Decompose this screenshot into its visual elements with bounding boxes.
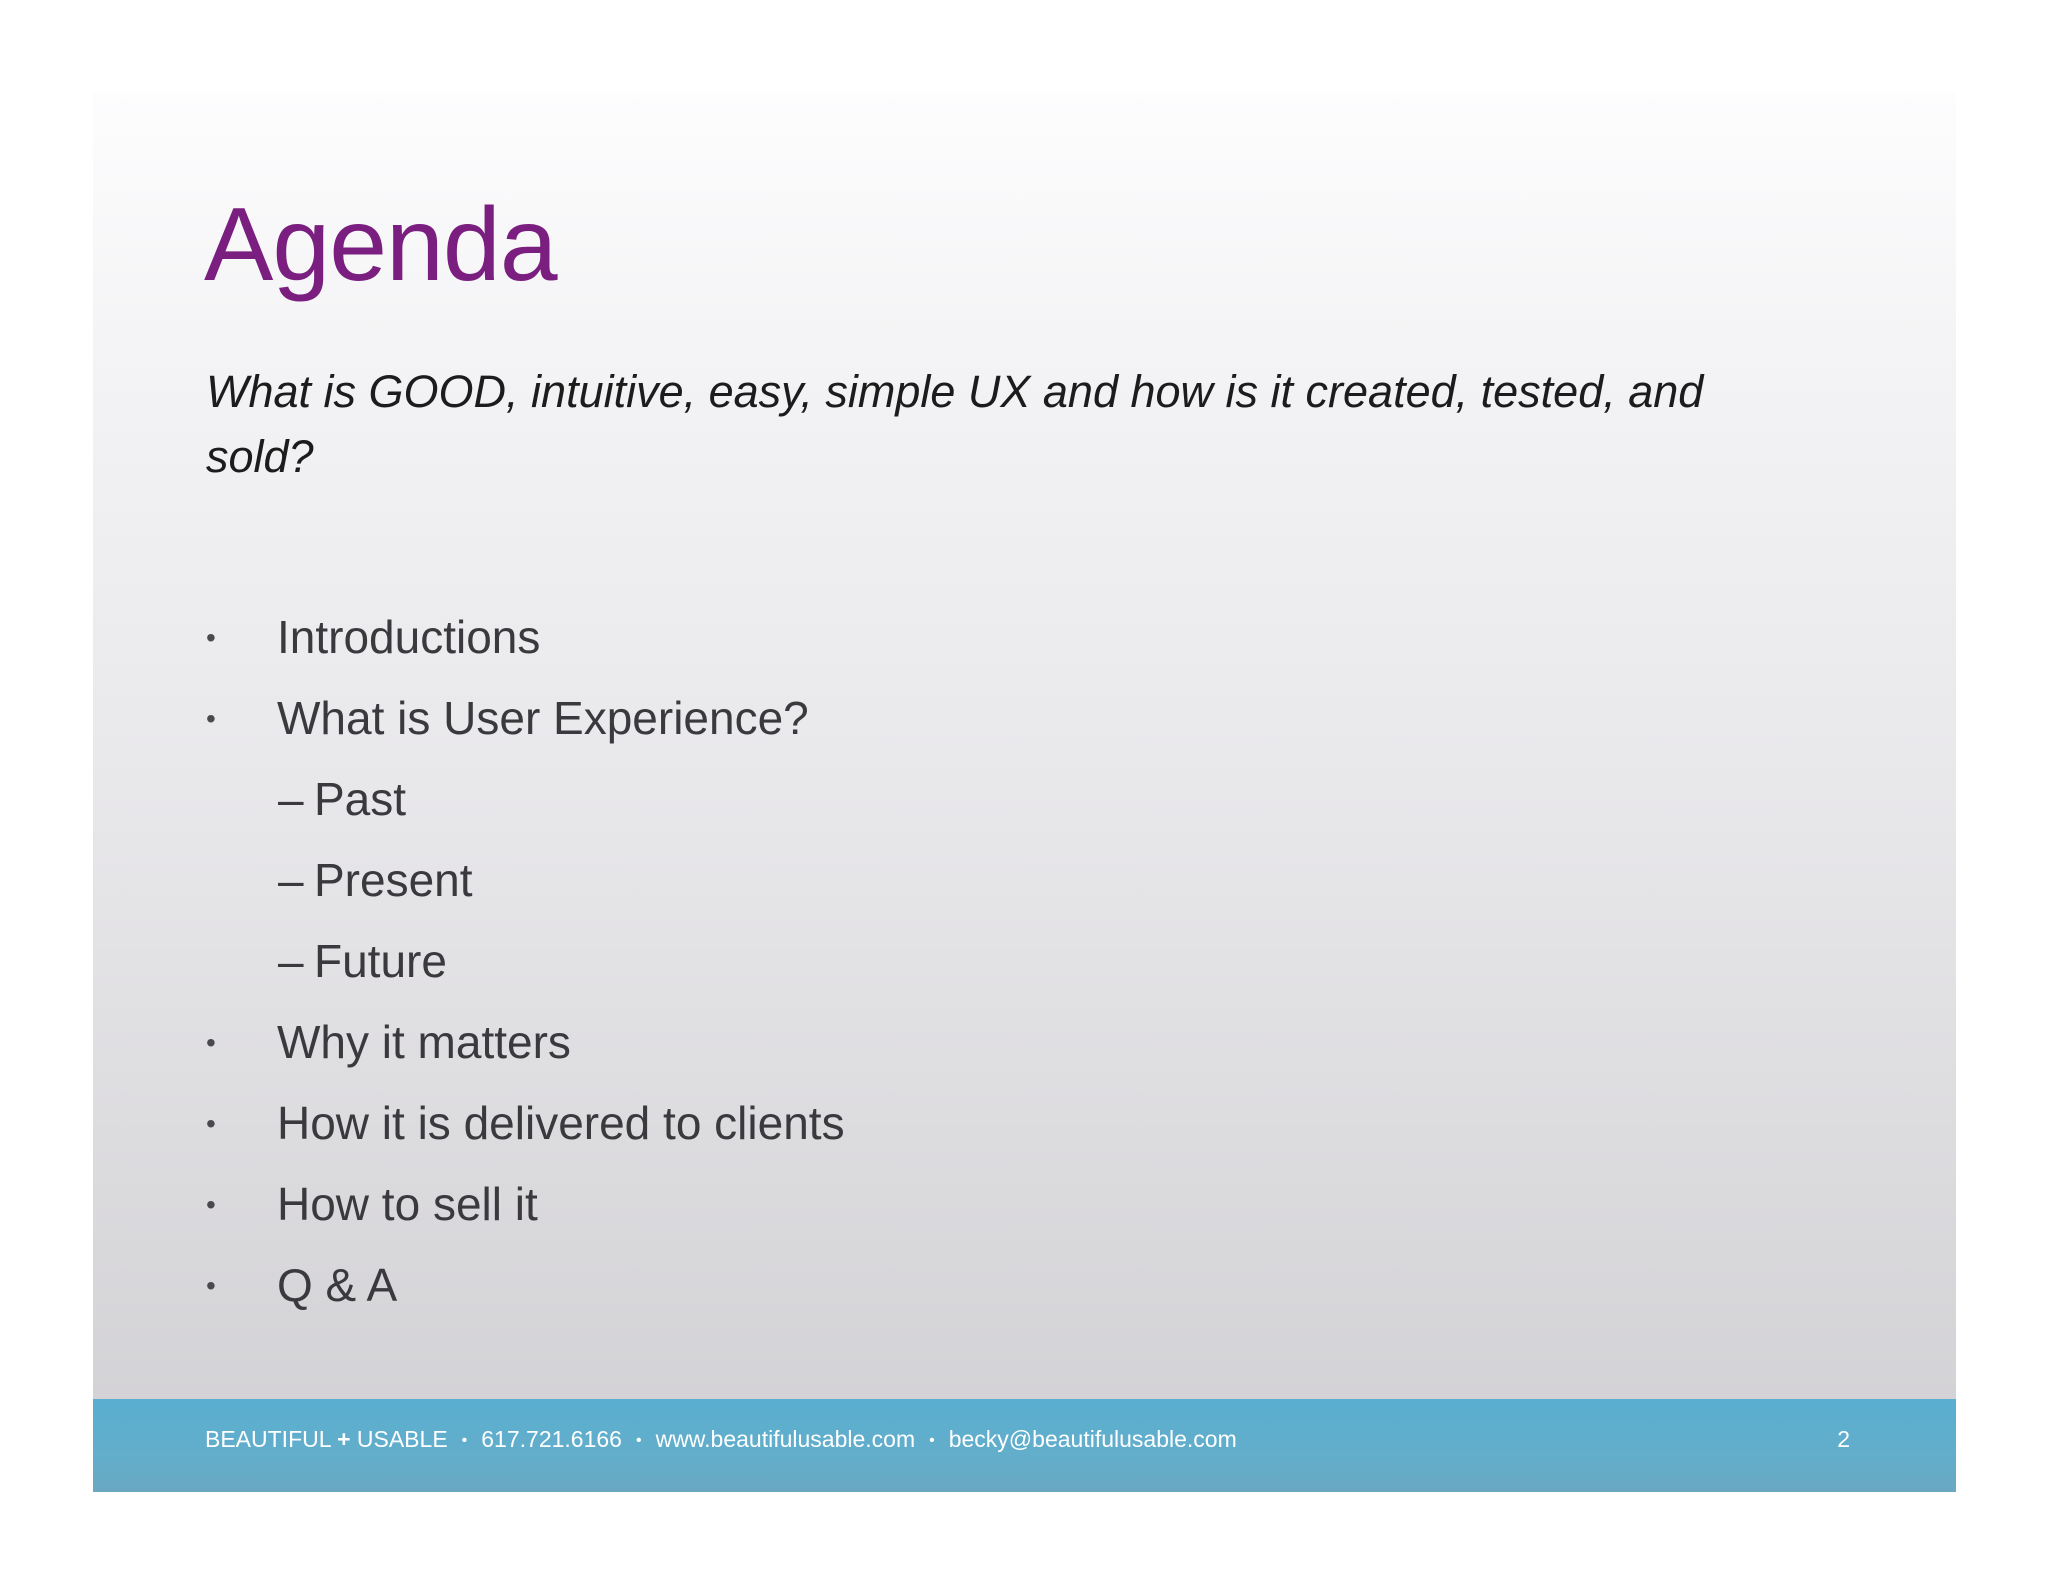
brand-name-left: BEAUTIFUL <box>205 1426 331 1452</box>
footer-separator: • <box>461 1432 468 1449</box>
agenda-item-introductions: • Introductions <box>206 597 845 678</box>
slide <box>93 92 1956 1492</box>
agenda-subitem-label: Present <box>314 854 473 906</box>
agenda-item-why-it-matters: • Why it matters <box>206 1002 845 1083</box>
agenda-item-qa: • Q & A <box>206 1245 845 1326</box>
slide-title: Agenda <box>204 187 557 303</box>
dash-marker: – <box>278 773 304 825</box>
footer-contact <box>205 1399 1237 1480</box>
dash-marker: – <box>278 854 304 906</box>
slide-subtitle: What is GOOD, intuitive, easy, simple UX and how is it created, tested, and sold? <box>206 366 1704 482</box>
page-number: 2 <box>1837 1426 1850 1452</box>
footer-bar <box>93 1399 1956 1492</box>
agenda-item-sell: • How to sell it <box>206 1164 845 1245</box>
brand-plus: + <box>337 1426 351 1452</box>
agenda-item-what-is-ux: • What is User Experience? <box>206 678 845 759</box>
agenda-subitem-present <box>206 840 845 921</box>
agenda-item-delivered: • How it is delivered to clients <box>206 1083 845 1164</box>
agenda-subitem-label: Past <box>314 773 407 825</box>
footer-email[interactable]: becky@beautifulusable.com <box>948 1426 1237 1452</box>
footer-phone: 617.721.6166 <box>481 1426 622 1452</box>
footer-website[interactable]: www.beautifulusable.com <box>655 1426 916 1452</box>
agenda-subitem-past <box>206 759 845 840</box>
footer-separator: • <box>929 1432 935 1449</box>
dash-marker: – <box>278 935 304 987</box>
agenda-subitem-future <box>206 921 845 1002</box>
footer-separator: • <box>635 1432 642 1449</box>
agenda-list <box>206 597 845 1326</box>
agenda-subitem-label: Future <box>314 935 447 987</box>
brand-name-right: USABLE <box>356 1426 448 1452</box>
